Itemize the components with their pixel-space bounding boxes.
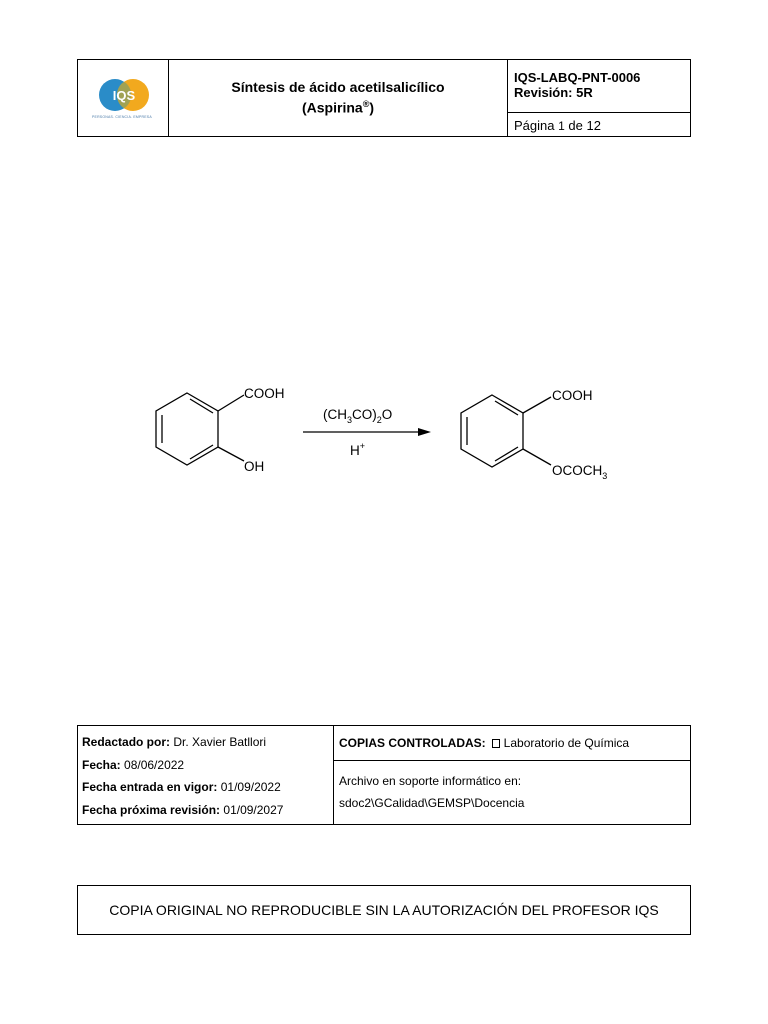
logo-text: IQS xyxy=(112,88,136,103)
fecha-value: 08/06/2022 xyxy=(124,757,185,772)
reaction-arrow xyxy=(303,428,431,436)
copias-controladas-row xyxy=(334,726,690,761)
product-ococh3-label: $OCOCH_3$ xyxy=(552,463,608,481)
fecha-row: Fecha: 08/06/2022 xyxy=(82,757,185,772)
title-line-2: (Aspirina®) xyxy=(302,99,374,116)
revision: Revisión: 5R xyxy=(514,85,593,100)
copias-label: COPIAS CONTROLADAS: xyxy=(339,736,486,750)
fecha-entrada-value: 01/09/2022 xyxy=(220,780,281,794)
redactado-row: Redactado por: Dr. Xavier Batllori xyxy=(82,735,267,749)
authorship-block xyxy=(78,726,334,824)
reagent-anhydride: $(CH_3CO)_2O$ xyxy=(323,407,393,425)
registered-mark: ® xyxy=(362,99,370,110)
logo-tagline: PERSONAS. CIENCIA. EMPRESA xyxy=(92,115,152,119)
redactado-value: Dr. Xavier Batllori xyxy=(173,735,267,749)
reactant-oh-label: OH xyxy=(244,459,265,474)
doc-code-block xyxy=(508,60,690,113)
document-header xyxy=(77,59,691,137)
copias-value: Laboratorio de Química xyxy=(503,736,630,750)
reaction-scheme xyxy=(140,375,640,490)
copias-checkbox[interactable] xyxy=(492,739,500,748)
title-line-1: Síntesis de ácido acetilsalicílico xyxy=(231,79,445,96)
archivo-block xyxy=(334,761,690,814)
aspirin-structure xyxy=(461,395,551,467)
copy-notice: COPIA ORIGINAL NO REPRODUCIBLE SIN LA AUTORIZACIÓN DEL PROFESOR IQS xyxy=(77,885,691,935)
fecha-proxima-row: Fecha próxima revisión: 01/09/2027 xyxy=(82,802,284,817)
reagent-acid-catalyst: H+ xyxy=(350,441,366,458)
fecha-entrada-row: Fecha entrada en vigor: 01/09/2022 xyxy=(82,780,281,794)
logo-cell xyxy=(78,60,169,136)
iqs-logo xyxy=(98,77,150,113)
copies-block xyxy=(334,726,690,824)
archivo-label: Archivo en soporte informático en: xyxy=(339,774,522,788)
meta-cell xyxy=(508,60,690,136)
reactant-cooh-label: COOH xyxy=(244,386,285,401)
salicylic-acid-structure xyxy=(156,393,244,465)
archivo-path: sdoc2\GCalidad\GEMSP\Docencia xyxy=(339,796,525,810)
document-title xyxy=(169,60,508,136)
doc-code: IQS-LABQ-PNT-0006 xyxy=(514,70,641,85)
fecha-proxima-value: 01/09/2027 xyxy=(223,802,284,817)
product-cooh-label: COOH xyxy=(552,388,593,403)
document-info-table xyxy=(77,725,691,825)
page-indicator: Página 1 de 12 xyxy=(514,118,601,133)
